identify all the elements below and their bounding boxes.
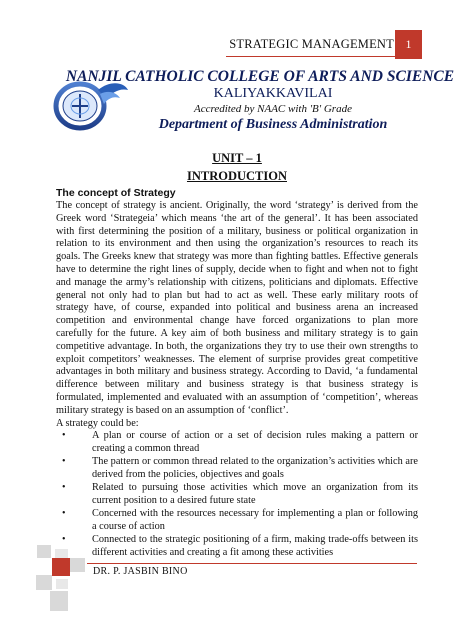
page-header xyxy=(0,0,474,72)
college-place: KALIYAKKAVILAI xyxy=(213,86,333,101)
list-item-text: Related to pursuing those activities which move an organization from its current position to a desired future state xyxy=(92,482,418,507)
page-footer xyxy=(0,548,474,632)
footer-rule xyxy=(87,563,417,564)
header-rule xyxy=(226,56,395,57)
unit-heading: UNIT – 1 xyxy=(212,151,262,165)
bullet-icon: • xyxy=(62,534,66,546)
footer-decoration xyxy=(36,575,52,590)
list-lead: A strategy could be: xyxy=(56,417,139,429)
page-number: 1 xyxy=(405,37,412,51)
unit-title: INTRODUCTION xyxy=(186,169,287,183)
bullet-icon: • xyxy=(62,456,66,468)
body-paragraph: The concept of strategy is ancient. Originally, the word ‘strategy’ is derived from the Greek word ‘Strategeia’ which means ‘the art of the general’. It has been associated with first determining the position of a military, business or political organization in relation to its environment and then using the organization’s resources to reach its goals. The Greeks knew that strategy was more than fighting battles. Effective generals have to determine the right lines of supply, decide when to fight and when not to fight and manage the army’s relationship with citizens, politicians and diplomats. Effective general not only had to plan but had to act as well. These early military roots of strategy have, of course, expanded into political and business arena an increased competition and environmental change have forced organizations to plan more carefully for the future. A key aim of both business and military strategy is to gain competitive advantage. In both, the organizations they try to use their own strengths to exploit competitors’ weaknesses. The element of surprise provides great competitive advantages in both military and business strategy. According to David, ‘a fundamental difference between military and business strategy is that business strategy is formulated, implemented and evaluated with an assumption of ‘competition’, whereas military strategy is based on an assumption of ‘conflict’. xyxy=(56,200,418,416)
list-item-text: Connected to the strategic positioning of a firm, making trade-offs between its different activities and creating a fit among these activities xyxy=(92,534,418,559)
footer-decoration xyxy=(56,579,68,589)
footer-author: DR. P. JASBIN BINO xyxy=(93,566,188,577)
bullet-icon: • xyxy=(62,430,66,442)
footer-decoration xyxy=(70,558,85,572)
strategy-list xyxy=(56,430,418,560)
list-item-text: A plan or course of action or a set of decision rules making a pattern or creating a common thread xyxy=(92,430,418,455)
college-department: Department of Business Administration xyxy=(158,117,388,132)
bullet-icon: • xyxy=(62,508,66,520)
list-item xyxy=(56,508,418,534)
footer-decoration xyxy=(50,591,68,611)
section-heading: The concept of Strategy xyxy=(56,187,176,199)
page-number-badge xyxy=(395,30,422,59)
footer-decoration xyxy=(52,558,70,576)
list-item xyxy=(56,456,418,482)
footer-decoration xyxy=(37,545,51,558)
list-item-text: Concerned with the resources necessary for implementing a plan or following a course of action xyxy=(92,508,418,533)
list-item-text: The pattern or common thread related to the organization’s activities which are derived from the policies, objectives and goals xyxy=(92,456,418,481)
list-item xyxy=(56,430,418,456)
bullet-icon: • xyxy=(62,482,66,494)
college-logo-icon xyxy=(50,80,130,136)
document-body xyxy=(56,186,418,560)
list-item xyxy=(56,482,418,508)
college-accreditation: Accredited by NAAC with 'B' Grade xyxy=(194,103,352,115)
header-title: STRATEGIC MANAGEMENT xyxy=(229,37,394,51)
college-name: NANJIL CATHOLIC COLLEGE OF ARTS AND SCIENCE xyxy=(65,68,455,85)
